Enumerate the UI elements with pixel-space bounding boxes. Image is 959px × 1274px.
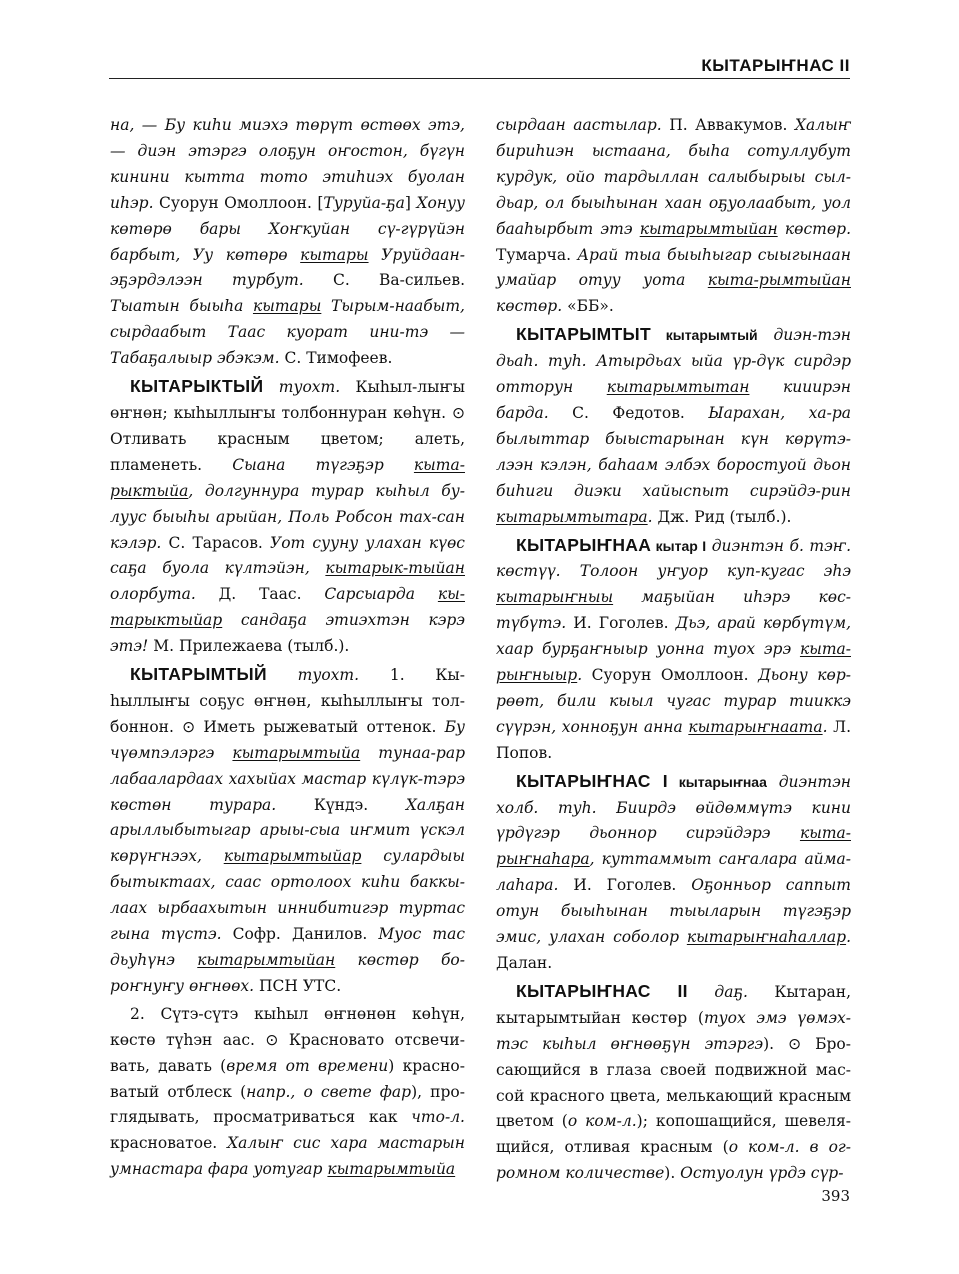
entry-kytarymtyj: КЫТАРЫМТЫЙ туохт. 1. Кы-һыллыҥы соҕус өҥнөн, кыһыллыҥы тол-боннон. ⊙ Иметь рыжеватый оттенок. Бу чүөмпэлэргэ кытарымтыйа тунаа-рар лабаалардаах хахыйах мастар күлүк-тэрэ көстөн турара. Күндэ. Халҕан арыллыбытыгар арыы-сыа иҥмит үскэл көрүҥнээх, кытарымтыйар сулардыы бытыктаах, саас ортолоох киһи баккы-лаах ырбаахытын иннибитигэр туртас гына түстэ. Софр. Данилов. Муос тас дьуһүнэ кытарымтыйан көстөр бо-роҥнуҥу өҥнөөх. ПСН УТС. [110,664,466,995]
entry-kytaryngnaa: КЫТАРЫҤНАА кытар I диэнтэн б. тэҥ. көстүү. Толоон уҥуор куп-кугас эһэ кытарыҥныы маҕыйан иһэрэ көс-түбүтэ. И. Гоголев. Дьэ, арай көрбүтүм, хаар бурҕаҥныыр уонна туох эрэ кыта-рыҥныыр. Суорун Омоллоон. Дьону көр-рөөт, били кыыл чугас турар тииккэ сүүрэн, хонноҕун анна кытарыҥнаата. Л. Попов. [496,534,852,762]
sense-2: 2. Сүтэ-сүтэ кыһыл өҥнөнөн көһүн, көстө түһэн аас. ⊙ Красновато отсвечи-вать, давать (время от времени) красно-ватый отблеск (напр., о свете фар), про-глядывать, просматриваться как что-л. красноватое. Халыҥ сис хара мастарын умнастара фара уотугар кытарымтыйа [110,1004,465,1179]
headword: КЫТАРЫМТЫЙ [130,664,267,685]
translation-marker-icon: ⊙ [788,1034,802,1053]
headword: КЫТАРЫКТЫЙ [130,376,264,397]
translation-marker-icon: ⊙ [452,403,465,422]
translation-marker-icon: ⊙ [182,717,196,736]
paragraph-continued: сырдаан аастылар. П. Аввакумов. Халыҥ бириһиэн ыстаана, быһа сотуллубут курдук, ойо тардыллан салыбырыы сыл-дьар, ол быыһынан хаан оҕуолаабыт, уол бааһырбыт этэ кытарымтыйан көстөр. Тумарча. Арай тыа быыһыгар сыыгынаан умайар отуу уота кыта-рымтыйан көстөр. «ББ». [496,116,852,316]
headword: КЫТАРЫҤНАА [516,534,652,555]
right-column [496,113,851,1187]
headword: КЫТАРЫМТЫТ [516,324,651,345]
entry-kytaryngnas-2: КЫТАРЫҤНАС II даҕ. Кытаран, кытарымтыйан көстөр (туох эмэ үөмэх-тэс кыһыл өҥнөөҕүн этэргэ). ⊙ Бро-сающийся в глаза своей подвижной мас-сой красного цвета, мелькающий красным цветом (о ком-л.); копошащийся, шевеля-щийся, отливая красным (о ком-л. в ог-ромном количестве). Остуолун үрдэ сүр- [496,980,852,1183]
headword: КЫТАРЫҤНАС II [516,980,688,1001]
entry-kytaryktyj: КЫТАРЫКТЫЙ туохт. Кыһыл-лыҥы өҥнөн; кыһыллыҥы толбоннуран көһүн. ⊙ Отливать красным цветом; алеть, пламенеть. Сыана түгэҕэр кыта-рыктыйа, долгуннура турар кыһыл бу-луус быыһы арыйан, Поль Робсон тах-сан кэлэр. С. Тарасов. Уот сууну улахан күөс саҕа буола күлтэйэн, кытарык-тыйан олорбута. Д. Таас. Сарсыарда кы-тарыктыйар сандаҕа этиэхтэн кэрэ этэ! М. Прилежаева (тылб.). [110,376,465,656]
running-head: КЫТАРЫҤНАС II [701,56,850,75]
entry-kytaryngnas-1: КЫТАРЫҤНАС I кытарыҥнаа диэнтэн холб. туһ. Биирдэ өйдөммүтэ кини үрдүгэр дьоннор сирэйдэрэ кыта-рыҥнаһара, куттаммыт саҥалара айма-лаһара. И. Гоголев. Оҕонньор саппыт отун быыһынан тыыларын түгэҕэр эмис, улахан соболор кытарыҥнаһаллар. Далан. [496,770,851,972]
header-rule [109,78,850,79]
paragraph-continued: на, — Бу киһи миэхэ төрүт өстөөх этэ, — диэн этэргэ олоҕун оҥостон, бүгүн кинини кытта тото этиһиэх буолан иһэр. Суорун Омоллоон. [Туруйа-ҕа] Хонуу көтөрө бары Хоҥкуйан сү-гүрүйэн барбыт, Уу көтөрө кытары Уруйдаан-эҕэрдэлээн турбут. С. Ва-сильев. Тыатын быыһа кытары Тырым-наабыт, сырдаабыт Таас куорат ини-тэ — Табаҕалыыр эбэкэм. С. Тимофеев. [110,116,466,368]
entry-kytarymtyt: КЫТАРЫМТЫТ кытарымтый диэн-тэн дьаһ. туһ. Атырдьах ыйа үр-дүк сирдэр отторун кытарымтытан кииирэн барда. С. Федотов. Ыарахан, ха-ра былыттар быыстарынан күн көрүтэ-лээн кэлэн, баһаам элбэх боростуой дьон биһиги диэки хайыспыт сирэйдэ-рин кытарымтытара. Дж. Рид (тылб.). [496,324,852,526]
translation-marker-icon: ⊙ [265,1030,279,1049]
page-number: 393 [821,1187,850,1205]
headword: КЫТАРЫҤНАС I [516,770,668,791]
left-column [110,113,465,1183]
